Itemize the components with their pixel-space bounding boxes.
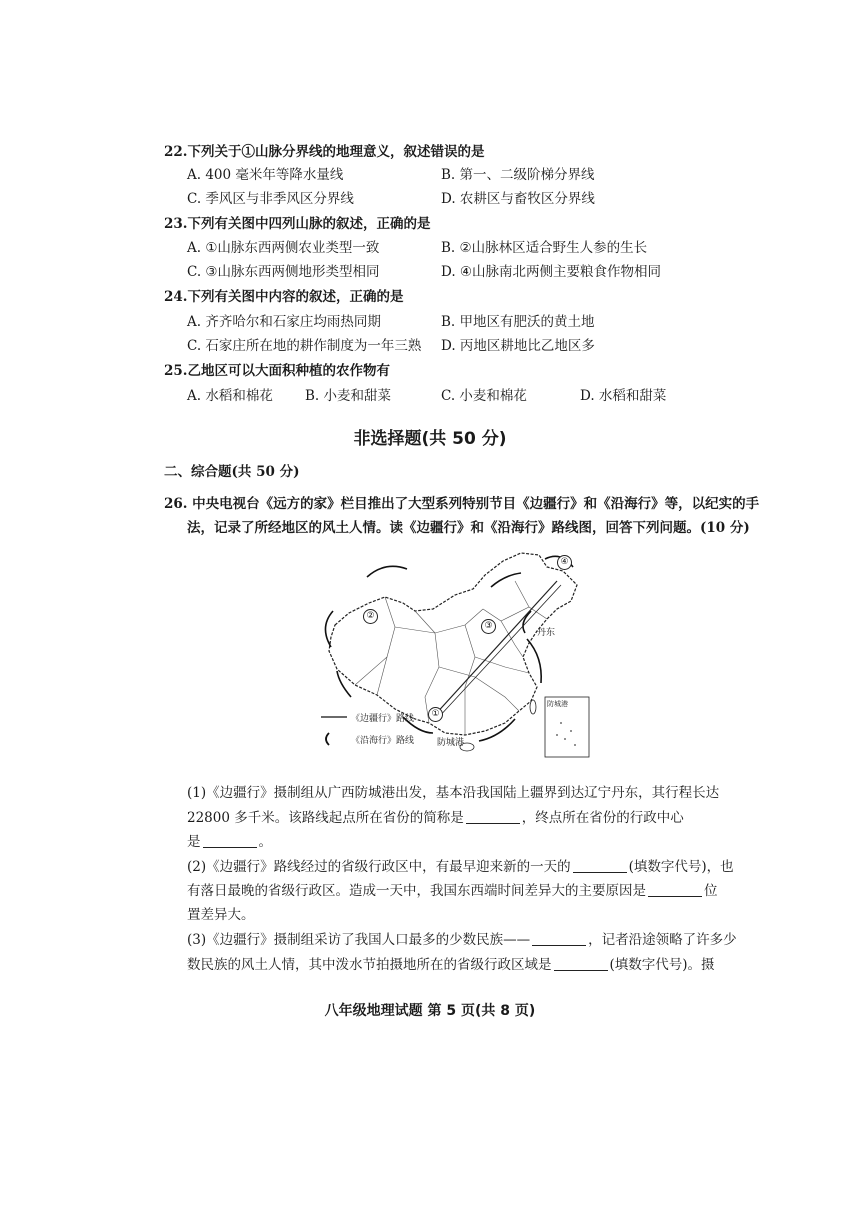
question-25-stem: 25.乙地区可以大面积种植的农作物有	[164, 363, 390, 379]
question-24-option-a: A. 齐齐哈尔和石家庄均雨热同期	[187, 314, 381, 330]
question-24-stem: 24.下列有关图中内容的叙述，正确的是	[164, 289, 404, 305]
subq-3-text-c: 数民族的风土人情，其中泼水节拍摄地所在的省级行政区域是	[187, 957, 552, 973]
question-25-option-b: B. 小麦和甜菜	[305, 388, 392, 404]
subq-1-text-a: 22800 多千米。该路线起点所在省份的简称是	[187, 810, 464, 826]
subq-1-text-d: 。	[258, 834, 272, 850]
mountain-label-1: ①	[428, 707, 443, 722]
answer-blank-1[interactable]	[466, 809, 520, 824]
subq-1-text-c: 是	[187, 834, 201, 850]
label-dandong: 丹东	[537, 628, 556, 638]
question-24-option-c: C. 石家庄所在地的耕作制度为一年三熟	[187, 338, 422, 354]
mountain-label-3: ③	[481, 619, 496, 634]
question-26-line-2: 法，记录了所经地区的风土人情。读《边疆行》和《沿海行》路线图，回答下列问题。(10 分)	[187, 520, 750, 536]
subq-2-line-3: 置差异大。	[187, 907, 255, 923]
subq-3-line-2	[187, 955, 715, 975]
route-map	[315, 547, 605, 763]
label-fangchenggang-inset: 防城港	[547, 700, 568, 708]
subq-3-text-a: (3)《边疆行》摄制组采访了我国人口最多的少数民族——	[187, 932, 531, 948]
question-23-option-d: D. ④山脉南北两侧主要粮食作物相同	[441, 264, 662, 280]
mountain-label-4: ④	[557, 555, 572, 570]
part-title: 二、综合题(共 50 分)	[164, 464, 300, 480]
subq-2-text-d: 位	[704, 883, 718, 899]
taiwan-island	[530, 700, 536, 714]
question-24-option-d: D. 丙地区耕地比乙地区多	[441, 338, 595, 354]
subq-3-line-1	[187, 930, 737, 950]
subq-3-text-d: (填数字代号)。摄	[609, 957, 715, 973]
question-25-option-d: D. 水稻和甜菜	[580, 388, 667, 404]
subq-1-line-2	[187, 808, 684, 828]
answer-blank-5[interactable]	[532, 931, 586, 946]
answer-blank-6[interactable]	[554, 956, 608, 971]
question-22-option-b: B. 第一、二级阶梯分界线	[441, 167, 595, 183]
mountain-label-2: ②	[363, 609, 378, 624]
question-22-option-a: A. 400 毫米年等降水量线	[187, 167, 344, 183]
question-26-line-1: 26. 中央电视台《远方的家》栏目推出了大型系列特别节目《边疆行》和《沿海行》等，以纪实的手	[164, 496, 760, 512]
subq-2-text-a: (2)《边疆行》路线经过的省级行政区中，有最早迎来新的一天的	[187, 859, 571, 875]
diagonal-boundary-line-2	[437, 585, 561, 719]
section-title: 非选择题(共 50 分)	[353, 429, 507, 449]
subq-2-line-1	[187, 857, 734, 877]
subq-1-line-3	[187, 832, 272, 852]
subq-2-text-b: (填数字代号)，也	[628, 859, 734, 875]
subq-1-text-b: ，终点所在省份的行政中心	[521, 810, 684, 826]
china-outline	[329, 553, 577, 735]
question-23-option-a: A. ①山脉东西两侧农业类型一致	[187, 240, 380, 256]
answer-blank-4[interactable]	[648, 882, 702, 897]
question-25-option-c: C. 小麦和棉花	[441, 388, 527, 404]
label-fangchenggang: 防城港	[437, 738, 465, 748]
question-23-option-b: B. ②山脉林区适合野生人参的生长	[441, 240, 648, 256]
question-22-option-d: D. 农耕区与畜牧区分界线	[441, 191, 595, 207]
page-footer: 八年级地理试题 第 5 页(共 8 页)	[324, 1003, 536, 1019]
answer-blank-2[interactable]	[203, 833, 257, 848]
legend-yanhai-symbol	[326, 733, 329, 745]
question-23-stem: 23.下列有关图中四列山脉的叙述，正确的是	[164, 216, 431, 232]
legend-bianjiang-label: 《边疆行》路线	[351, 714, 415, 724]
legend-yanhai-label: 《沿海行》路线	[351, 736, 415, 746]
question-22-stem: 22.下列关于①山脉分界线的地理意义，叙述错误的是	[164, 144, 485, 160]
diagonal-boundary-line	[433, 581, 557, 717]
question-24-option-b: B. 甲地区有肥沃的黄土地	[441, 314, 595, 330]
question-25-option-a: A. 水稻和棉花	[187, 388, 273, 404]
subq-2-text-c: 有落日最晚的省级行政区。造成一天中，我国东西端时间差异大的主要原因是	[187, 883, 646, 899]
answer-blank-3[interactable]	[573, 858, 627, 873]
subq-2-line-2	[187, 881, 718, 901]
question-23-option-c: C. ③山脉东西两侧地形类型相同	[187, 264, 380, 280]
subq-3-text-b: ，记者沿途领略了许多少	[588, 932, 737, 948]
question-22-option-c: C. 季风区与非季风区分界线	[187, 191, 354, 207]
china-map-svg	[315, 547, 605, 763]
subq-1-line-1: (1)《边疆行》摄制组从广西防城港出发，基本沿我国陆上疆界到达辽宁丹东，其行程长达	[187, 785, 720, 801]
